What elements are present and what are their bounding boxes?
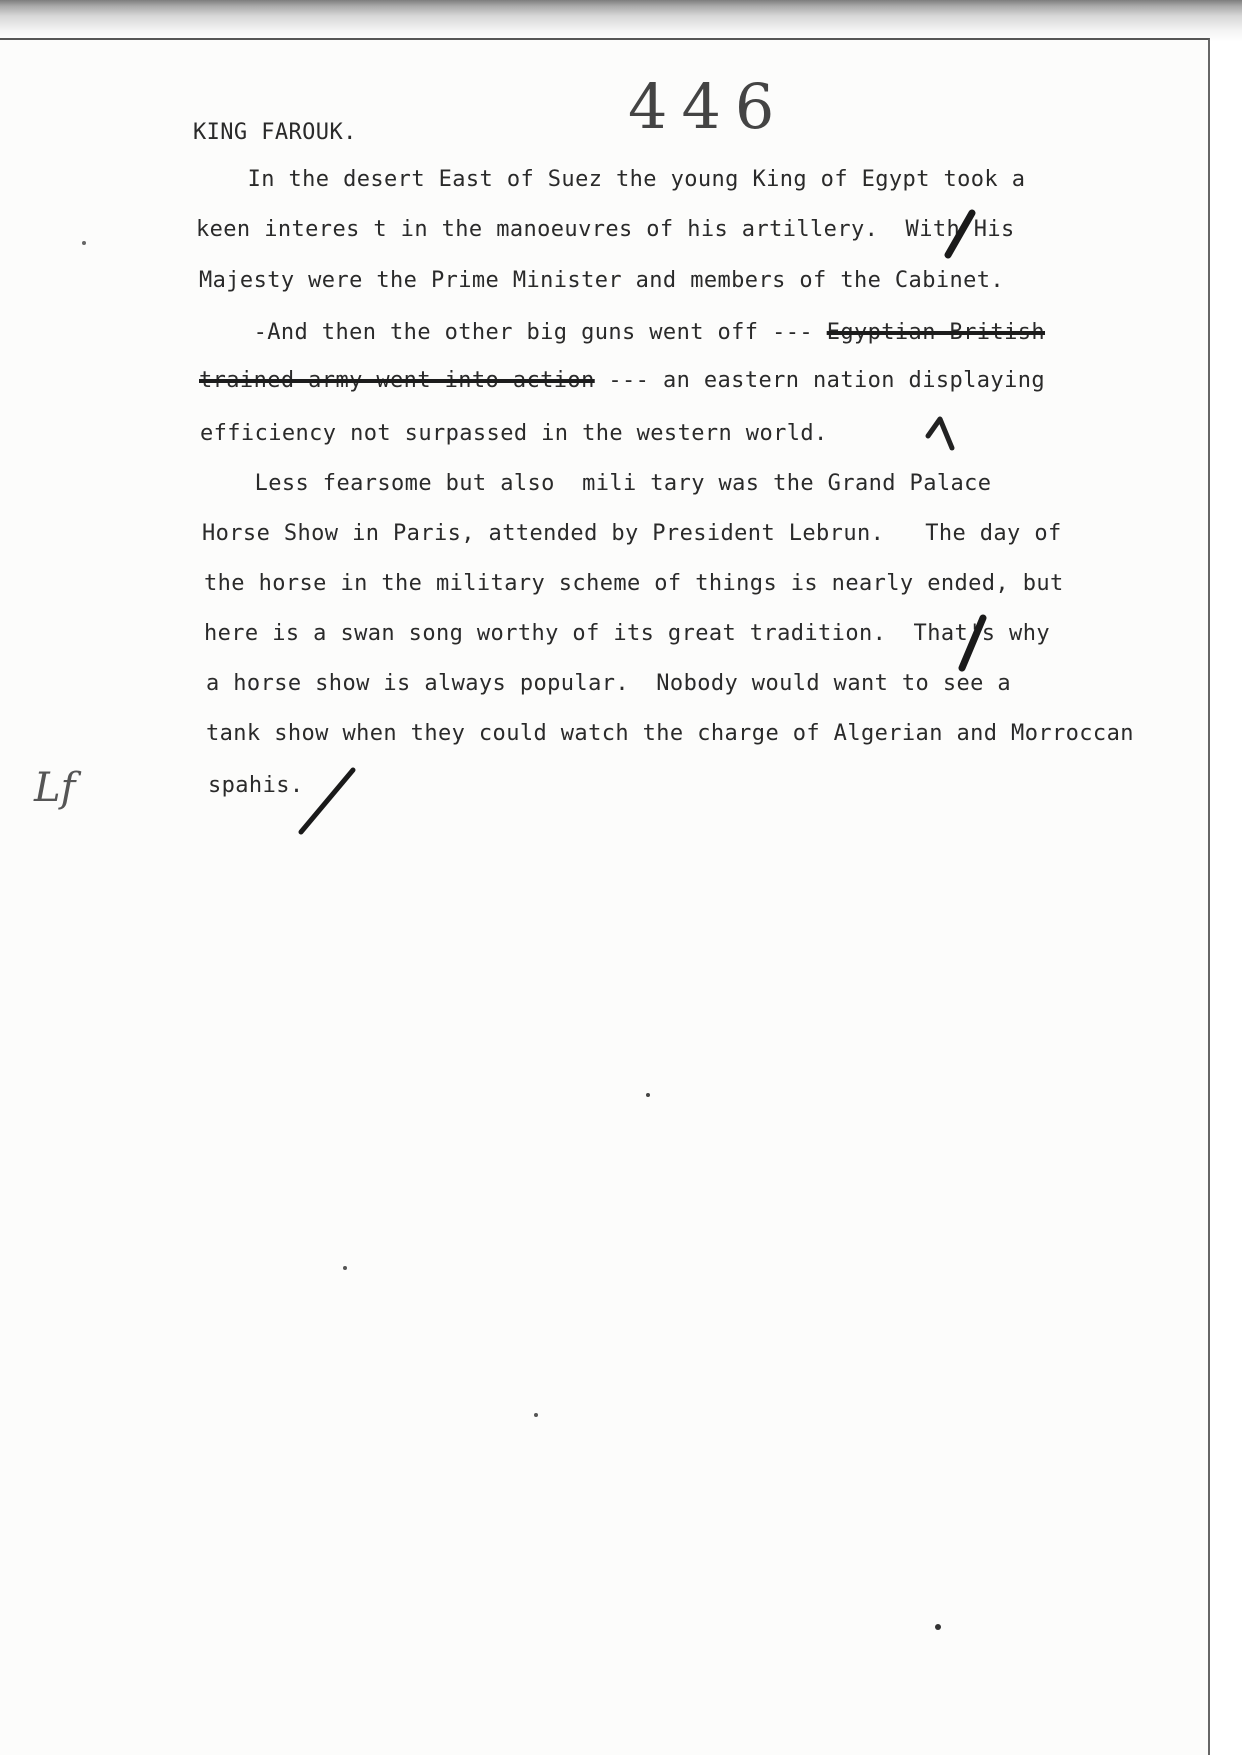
- text-line: Less fearsome but also mili tary was the Grand Palace: [200, 471, 992, 496]
- ink-speck: [343, 1266, 347, 1270]
- ink-speck: [646, 1093, 650, 1097]
- text-line: Horse Show in Paris, attended by President Lebrun. The day of: [202, 521, 1062, 546]
- heading: KING FAROUK.: [193, 120, 357, 145]
- text-line: Majesty were the Prime Minister and members of the Cabinet.: [199, 268, 1005, 293]
- text-line: spahis.: [208, 773, 304, 798]
- page-number: 446: [628, 70, 789, 143]
- text-line: In the desert East of Suez the young King of Egypt took a: [193, 167, 1026, 192]
- caret-mark: [928, 419, 952, 448]
- text-line: here is a swan song worthy of its great tradition. That's why: [204, 621, 1050, 646]
- slash-mark: [301, 770, 353, 832]
- struck-out-text: Egyptian British: [826, 320, 1046, 345]
- struck-out-text: trained army went into action: [199, 368, 595, 393]
- text-segment: -And then the other big guns went off ---: [199, 320, 827, 345]
- text-line: keen interes t in the manoeuvres of his artillery. With His: [196, 217, 1015, 242]
- ink-speck: [534, 1413, 538, 1417]
- text-line: efficiency not surpassed in the western world.: [200, 421, 828, 446]
- text-line: the horse in the military scheme of things is nearly ended, but: [204, 571, 1064, 596]
- ink-speck: [935, 1624, 941, 1630]
- text-line: tank show when they could watch the charge of Algerian and Morroccan: [206, 721, 1134, 746]
- text-line: a horse show is always popular. Nobody would want to see a: [206, 671, 1012, 696]
- margin-note: Lf: [34, 765, 76, 811]
- slash-mark: [948, 213, 972, 255]
- text-segment: --- an eastern nation displaying: [594, 368, 1046, 393]
- ink-speck: [82, 241, 86, 245]
- slash-mark: [962, 618, 983, 668]
